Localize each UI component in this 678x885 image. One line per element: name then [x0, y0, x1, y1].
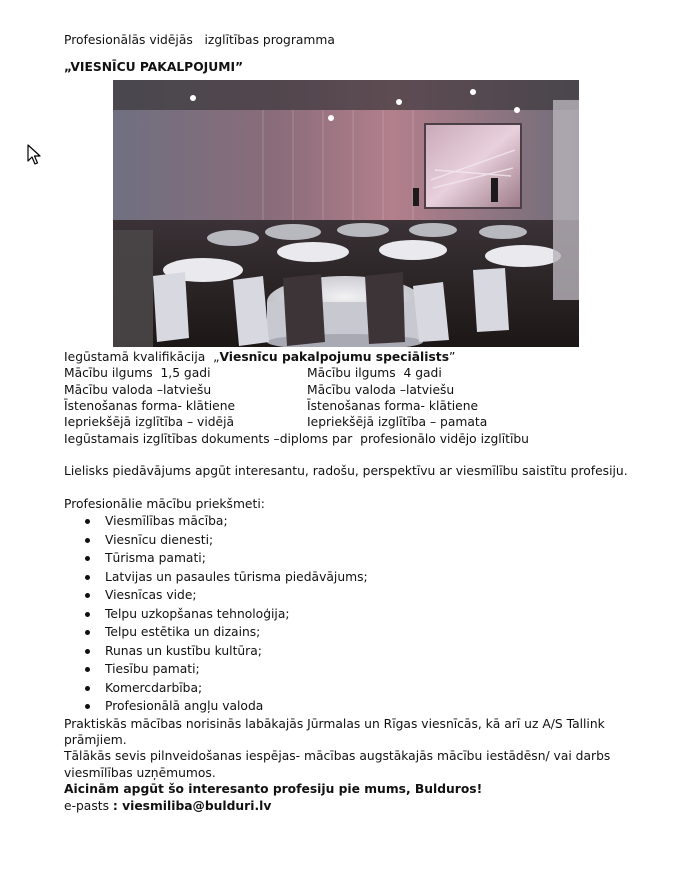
list-item: Viesnīcas vide;	[64, 586, 644, 605]
option-right-column	[307, 365, 487, 431]
mouse-pointer-icon	[27, 144, 41, 166]
qualification-suffix: ”	[449, 349, 456, 364]
email-address[interactable]: : viesmiliba@bulduri.lv	[112, 798, 272, 813]
subjects-list	[64, 512, 644, 716]
subjects-heading: Profesionālie mācību priekšmeti:	[64, 496, 265, 511]
document-body	[64, 32, 644, 814]
invitation-text: Aicinām apgūt šo interesanto profesiju pie mums, Bulduros!	[64, 782, 483, 797]
list-item: Viesmīlības mācība;	[64, 512, 644, 531]
offer-text: Lielisks piedāvājums apgūt interesantu, radošu, perspektīvu ar viesmīlību saistītu profesiju.	[64, 464, 628, 479]
document-line: Iegūstamais izglītības dokuments –diploms par profesionālo vidējo izglītību	[64, 431, 529, 446]
photo-spacer	[64, 76, 644, 349]
further-text: Tālākās sevis pilnveidošanas iespējas- mācības augstākajās mācību iestādēsn/ vai darbs viesmīlības uzņēmumos.	[64, 749, 611, 780]
qualification-line	[64, 349, 644, 365]
right-prior-education: Iepriekšējā izglītība – pamata	[307, 415, 488, 430]
list-item: Latvijas un pasaules tūrisma piedāvājums;	[64, 568, 644, 587]
option-left-column	[64, 365, 307, 431]
email-line	[64, 798, 644, 814]
list-item: Tūrisma pamati;	[64, 549, 644, 568]
list-item: Komercdarbība;	[64, 679, 644, 698]
left-duration: Mācību ilgums 1,5 gadi	[64, 366, 211, 381]
list-item: Profesionālā angļu valoda	[64, 697, 644, 716]
study-options	[64, 365, 644, 431]
practice-text: Praktiskās mācības norisinās labākajās Jūrmalas un Rīgas viesnīcās, kā arī uz A/S Tallink prāmjiem.	[64, 716, 605, 747]
list-item: Viesnīcu dienesti;	[64, 531, 644, 550]
right-duration: Mācību ilgums 4 gadi	[307, 366, 442, 381]
right-form: Īstenošanas forma- klātiene	[307, 399, 479, 414]
list-item: Tiesību pamati;	[64, 660, 644, 679]
program-type: Profesionālās vidējās izglītības programma	[64, 33, 335, 47]
list-item: Telpu uzkopšanas tehnoloģija;	[64, 605, 644, 624]
left-prior-education: Iepriekšējā izglītība – vidējā	[64, 415, 235, 430]
program-title: „VIESNĪCU PAKALPOJUMI”	[64, 60, 244, 75]
list-item: Runas un kustību kultūra;	[64, 642, 644, 661]
qualification-prefix: Iegūstamā kvalifikācija „	[64, 349, 220, 364]
left-form: Īstenošanas forma- klātiene	[64, 399, 236, 414]
right-language: Mācību valoda –latviešu	[307, 382, 455, 397]
list-item: Telpu estētika un dizains;	[64, 623, 644, 642]
left-language: Mācību valoda –latviešu	[64, 382, 212, 397]
email-label: e-pasts	[64, 798, 113, 813]
qualification-name: Viesnīcu pakalpojumu speciālists	[219, 349, 450, 364]
